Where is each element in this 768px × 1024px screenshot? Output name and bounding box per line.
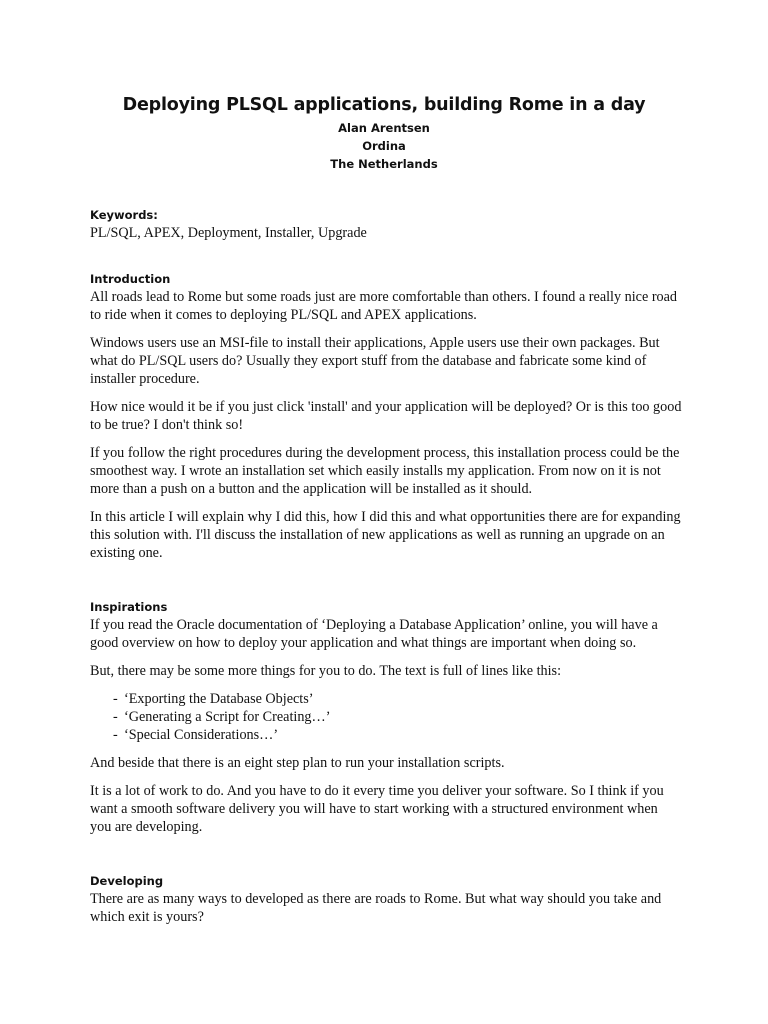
- developing-section: [90, 872, 682, 926]
- author-country: The Netherlands: [330, 157, 438, 171]
- inspirations-heading: Inspirations: [90, 600, 168, 614]
- introduction-paragraph: In this article I will explain why I did this, how I did this and what opportunities there are for expanding this solution with. I'll discuss the installation of new applications as well as running an upgrade on an existing one.: [90, 509, 681, 561]
- inspirations-paragraph: If you read the Oracle documentation of ‘Deploying a Database Application’ online, you will have a good overview on how to deploy your application and what things are important when doing so.: [90, 617, 658, 651]
- introduction-paragraph: Windows users use an MSI-file to install their applications, Apple users use their own packages. But what do PL/SQL users do? Usually they export stuff from the database and fabricate some kind of installer procedure.: [90, 335, 660, 387]
- introduction-paragraph: If you follow the right procedures during the development process, this installation process could be the smoothest way. I wrote an installation set which easily installs my application. From now on it is not more than a push on a button and the application will be installed as it should.: [90, 445, 680, 497]
- author-company: Ordina: [362, 139, 406, 153]
- section-gap: [90, 562, 682, 598]
- list-item-text: ‘Exporting the Database Objects’: [124, 691, 314, 707]
- introduction-paragraph: How nice would it be if you just click 'install' and your application will be deployed? Or is this too good to be true? I don't think so!: [90, 399, 682, 433]
- keywords-label: Keywords:: [90, 208, 158, 222]
- keywords-text: PL/SQL, APEX, Deployment, Installer, Upgrade: [90, 225, 367, 241]
- list-item: [90, 690, 682, 708]
- inspirations-section: [90, 598, 682, 836]
- inspirations-paragraph: It is a lot of work to do. And you have to do it every time you deliver your software. So I think if you want a smooth software delivery you will have to start working with a structured environment when you are developing.: [90, 783, 664, 835]
- inspirations-paragraph: And beside that there is an eight step plan to run your installation scripts.: [90, 755, 505, 771]
- section-gap: [90, 836, 682, 872]
- author-name: Alan Arentsen: [338, 121, 430, 135]
- list-item-text: ‘Generating a Script for Creating…’: [124, 709, 331, 725]
- list-marker: -: [113, 709, 118, 725]
- section-gap: [90, 242, 682, 270]
- introduction-paragraph: All roads lead to Rome but some roads just are more comfortable than others. I found a really nice road to ride when it comes to deploying PL/SQL and APEX applications.: [90, 289, 678, 323]
- inspirations-paragraph: But, there may be some more things for you to do. The text is full of lines like this:: [90, 663, 562, 679]
- document-body: [90, 206, 682, 926]
- developing-heading: Developing: [90, 874, 164, 888]
- developing-paragraph: There are as many ways to developed as there are roads to Rome. But what way should you take and which exit is yours?: [90, 891, 662, 925]
- list-item: [90, 708, 682, 726]
- list-marker: -: [113, 691, 118, 707]
- keywords-section: [90, 206, 682, 242]
- introduction-section: [90, 270, 682, 562]
- inspirations-list: [90, 690, 682, 744]
- list-item-text: ‘Special Considerations…’: [124, 727, 279, 743]
- list-marker: -: [113, 727, 118, 743]
- document-title: Deploying PLSQL applications, building Rome in a day: [122, 95, 646, 115]
- list-item: [90, 726, 682, 744]
- introduction-heading: Introduction: [90, 272, 171, 286]
